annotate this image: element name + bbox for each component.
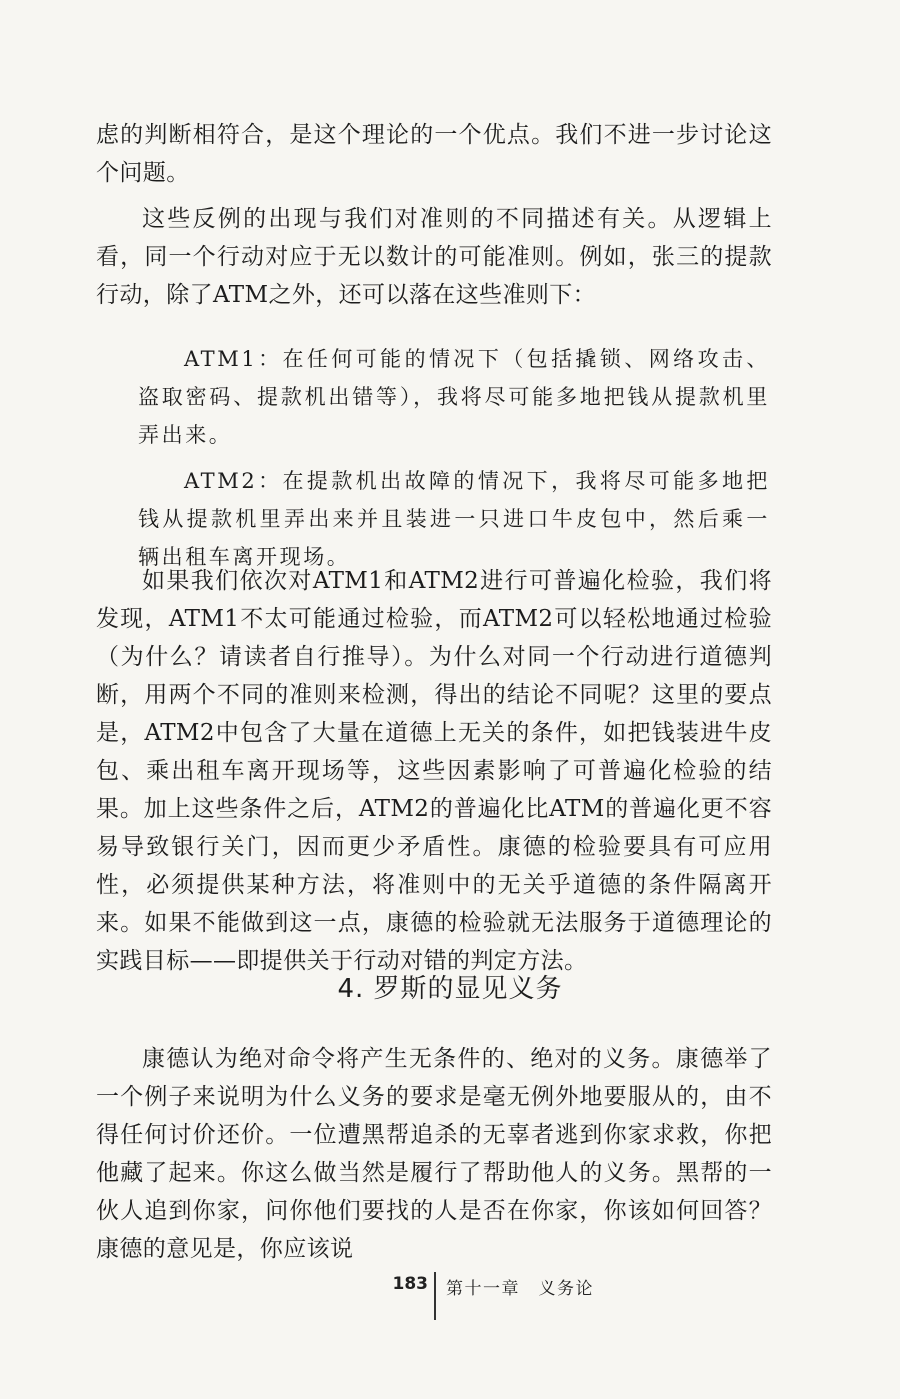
quote-atm1: ATM1：在任何可能的情况下（包括撬锁、网络攻击、盗取密码、提款机出错等），我将尽可能多地把钱从提款机里弄出来。: [138, 347, 770, 447]
paragraph-universalization: 如果我们依次对ATM1和ATM2进行可普遍化检验，我们将发现，ATM1不太可能通过检验，而ATM2可以轻松地通过检验（为什么？请读者自行推导）。为什么对同一个行动进行道德判断，用两个不同的准则来检测，得出的结论不同呢？这里的要点是，ATM2中包含了大量在道德上无关的条件，如把钱装进牛皮包、乘出租车离开现场等，这些因素影响了可普遍化检验的结果。加上这些条件之后，ATM2的普遍化比ATM的普遍化更不容易导致银行关门，因而更少矛盾性。康德的检验要具有可应用性，必须提供某种方法，将准则中的无关乎道德的条件隔离开来。如果不能做到这一点，康德的检验就无法服务于道德理论的实践目标——即提供关于行动对错的判定方法。: [96, 568, 772, 974]
quote-atm2: ATM2：在提款机出故障的情况下，我将尽可能多地把钱从提款机里弄出来并且装进一只进口牛皮包中，然后乘一辆出租车离开现场。: [138, 469, 770, 569]
middle-text-block: [96, 562, 772, 980]
section-heading: 4. 罗斯的显见义务: [337, 974, 563, 1004]
footer-divider: [434, 1272, 436, 1320]
page-number: 183: [392, 1274, 428, 1294]
paragraph-kant-duty: 康德认为绝对命令将产生无条件的、绝对的义务。康德举了一个例子来说明为什么义务的要求是毫无例外地要服从的，由不得任何讨价还价。一位遭黑帮追杀的无辜者逃到你家求救，你把他藏了起来。你这么做当然是履行了帮助他人的义务。黑帮的一伙人追到你家，问你他们要找的人是否在你家，你该如何回答？康德的意见是，你应该说: [96, 1046, 772, 1262]
paragraph-counterexamples: 这些反例的出现与我们对准则的不同描述有关。从逻辑上看，同一个行动对应于无以数计的可能准则。例如，张三的提款行动，除了ATM之外，还可以落在这些准则下：: [96, 206, 772, 308]
top-text-block: [96, 116, 772, 314]
maxim-quote-block: [138, 340, 770, 576]
chapter-title: 第十一章 义务论: [446, 1279, 594, 1299]
bottom-text-block: [96, 1040, 772, 1268]
page-footer: [0, 1272, 900, 1322]
paragraph-continuation: 虑的判断相符合，是这个理论的一个优点。我们不进一步讨论这个问题。: [96, 122, 772, 186]
